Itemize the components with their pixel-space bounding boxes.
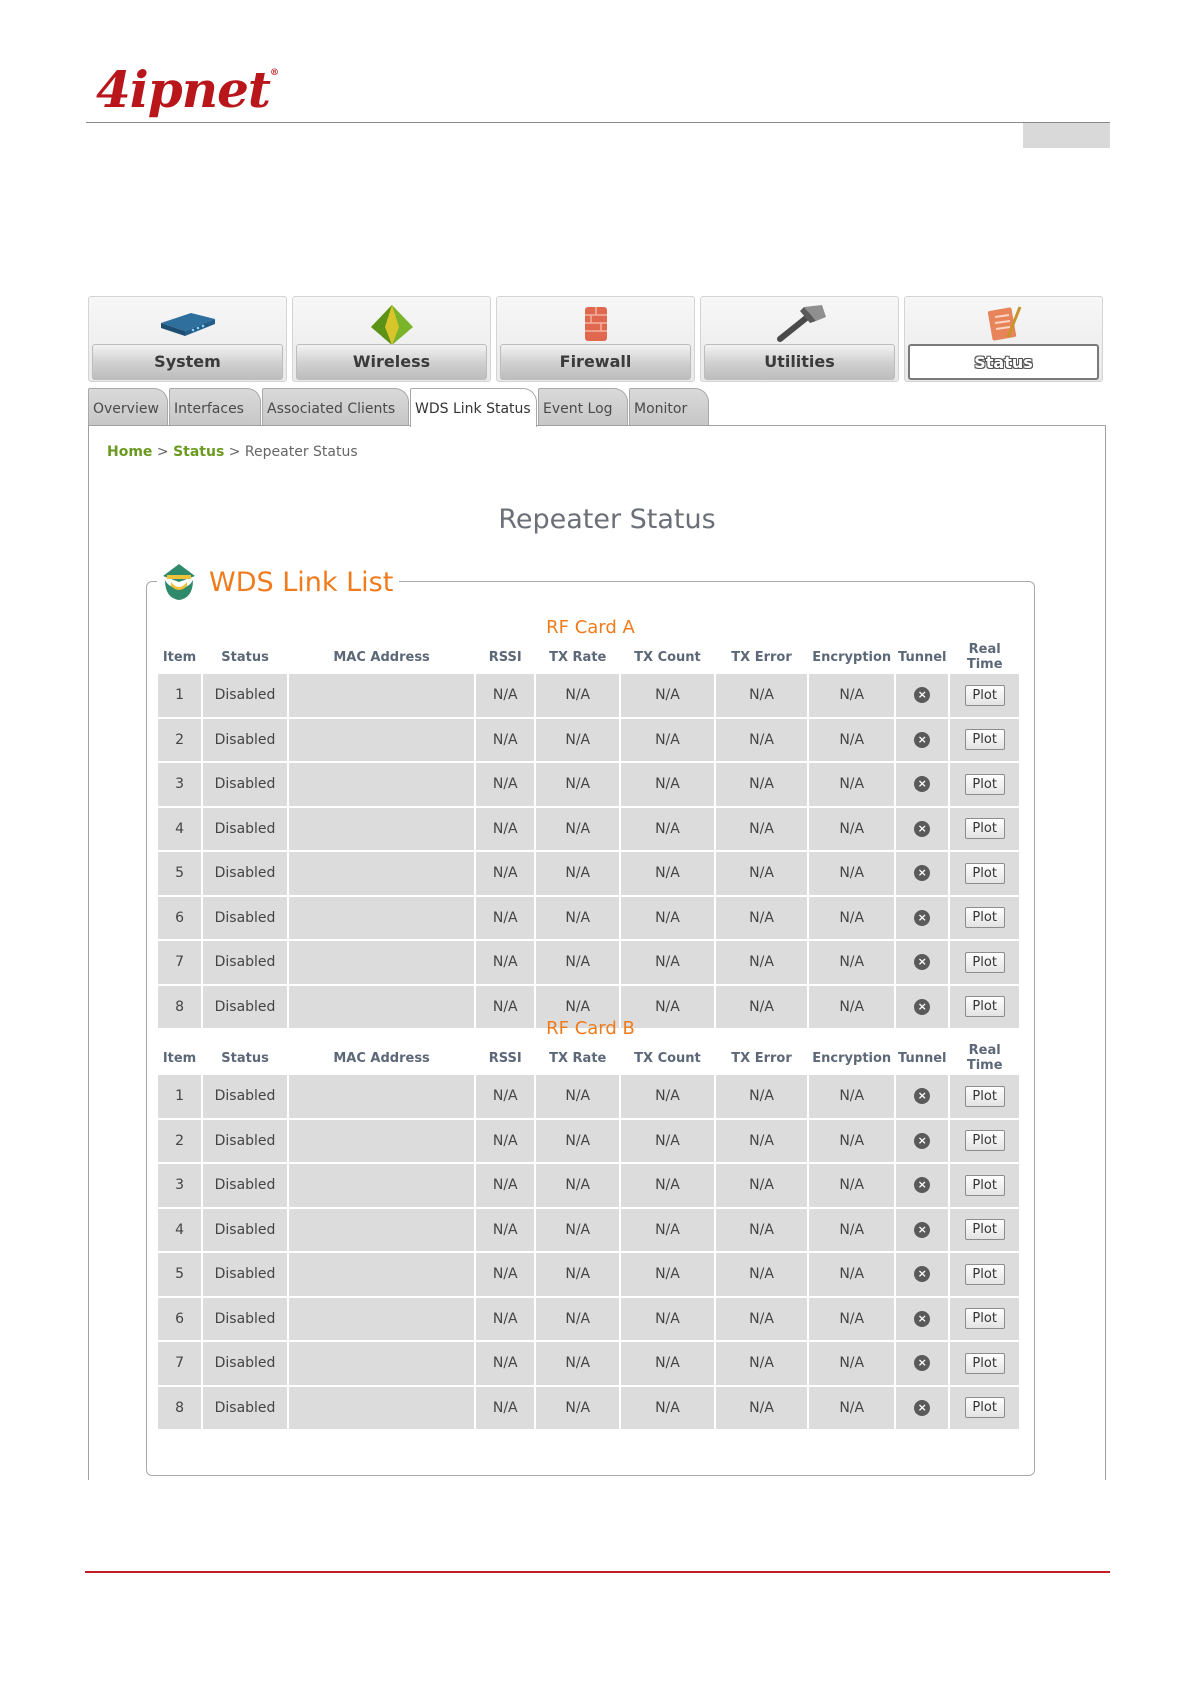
col-tunnel-cell (896, 1075, 948, 1118)
col-real-time-cell (950, 674, 1019, 717)
col-item-cell: 3 (158, 1164, 201, 1207)
col-encryption-cell: N/A (809, 897, 894, 940)
col-tx-rate-cell: N/A (536, 1298, 619, 1341)
col-tunnel-cell (896, 852, 948, 895)
nav-utilities-label: Utilities (704, 344, 895, 380)
col-tunnel-cell (896, 1387, 948, 1430)
status-icon (982, 303, 1026, 349)
col-tx-error-cell: N/A (716, 1209, 808, 1252)
nav-wireless-label: Wireless (296, 344, 487, 380)
nav-system-label: System (92, 344, 283, 380)
breadcrumb-separator: > (228, 444, 241, 460)
col-item-cell: 6 (158, 897, 201, 940)
tunnel-disabled-icon: × (914, 1222, 930, 1238)
tab-associated-clients[interactable]: Associated Clients (262, 388, 409, 426)
rf-card-a-title: RF Card A (546, 617, 635, 638)
plot-button[interactable]: Plot (965, 1308, 1005, 1329)
col-tx-rate-cell: N/A (536, 941, 619, 984)
col-tx-count-cell: N/A (621, 986, 714, 1029)
plot-button[interactable]: Plot (965, 1397, 1005, 1418)
col-rssi-cell: N/A (476, 1253, 534, 1296)
col-real-time-cell (950, 1387, 1019, 1430)
col-encryption-cell: N/A (809, 1164, 894, 1207)
col-rssi-cell: N/A (476, 1209, 534, 1252)
col-real-time-cell (950, 1253, 1019, 1296)
tunnel-disabled-icon: × (914, 821, 930, 837)
col-item-cell: 5 (158, 1253, 201, 1296)
col-tx-count-cell: N/A (621, 897, 714, 940)
col-tx-count-header: TX Count (634, 1050, 701, 1066)
col-mac-address-cell (289, 897, 474, 940)
table-row (158, 1342, 1019, 1385)
col-item-cell: 8 (158, 986, 201, 1029)
col-real-time-cell (950, 808, 1019, 851)
col-status-cell: Disabled (203, 1387, 287, 1430)
table-row (158, 1164, 1019, 1207)
col-tx-count-cell: N/A (621, 808, 714, 851)
tunnel-disabled-icon: × (914, 1266, 930, 1282)
col-tx-rate-cell: N/A (536, 1253, 619, 1296)
table-row (158, 719, 1019, 762)
col-tunnel-cell (896, 1164, 948, 1207)
tab-interfaces[interactable]: Interfaces (169, 388, 261, 426)
table-row (158, 1075, 1019, 1118)
col-mac-address-cell (289, 852, 474, 895)
col-rssi-cell: N/A (476, 1342, 534, 1385)
rf-card-b-title: RF Card B (546, 1018, 635, 1039)
col-tx-count-cell: N/A (621, 1209, 714, 1252)
col-status-cell: Disabled (203, 808, 287, 851)
col-tx-count-cell: N/A (621, 674, 714, 717)
col-tx-error-cell: N/A (716, 852, 808, 895)
col-rssi-cell: N/A (476, 852, 534, 895)
col-tx-error-cell: N/A (716, 763, 808, 806)
col-encryption-cell: N/A (809, 852, 894, 895)
col-encryption-cell: N/A (809, 1209, 894, 1252)
col-status-cell: Disabled (203, 1342, 287, 1385)
col-tx-error-cell: N/A (716, 941, 808, 984)
plot-button[interactable]: Plot (965, 1219, 1005, 1240)
table-row (158, 852, 1019, 895)
col-encryption-cell: N/A (809, 719, 894, 762)
col-tx-error-cell: N/A (716, 808, 808, 851)
col-real-time-header: Real Time (966, 1043, 1003, 1073)
section-title: WDS Link List (209, 566, 394, 598)
nav-utilities[interactable] (700, 296, 899, 382)
col-mac-address-cell (289, 1120, 474, 1163)
col-tx-error-cell: N/A (716, 1253, 808, 1296)
breadcrumb (107, 444, 358, 460)
col-mac-address-cell (289, 763, 474, 806)
col-mac-address-cell (289, 1387, 474, 1430)
page-title: Repeater Status (498, 504, 716, 535)
brand-registered-mark: ® (270, 68, 279, 78)
col-tx-rate-cell: N/A (536, 1387, 619, 1430)
col-status-header: Status (221, 649, 269, 665)
tunnel-disabled-icon: × (914, 1133, 930, 1149)
col-item-cell: 8 (158, 1387, 201, 1430)
plot-button[interactable]: Plot (965, 1264, 1005, 1285)
col-tx-error-cell: N/A (716, 719, 808, 762)
col-tunnel-cell (896, 674, 948, 717)
tunnel-disabled-icon: × (914, 1400, 930, 1416)
col-item-cell: 1 (158, 674, 201, 717)
col-tx-rate-cell: N/A (536, 1209, 619, 1252)
col-rssi-cell: N/A (476, 1075, 534, 1118)
nav-firewall-label: Firewall (500, 344, 691, 380)
col-item-cell: 2 (158, 1120, 201, 1163)
col-encryption-cell: N/A (809, 808, 894, 851)
col-tx-rate-cell: N/A (536, 674, 619, 717)
col-tx-count-cell: N/A (621, 1164, 714, 1207)
col-mac-address-cell (289, 674, 474, 717)
footer-divider (85, 1571, 1110, 1573)
col-mac-address-cell (289, 719, 474, 762)
tunnel-disabled-icon: × (914, 1311, 930, 1327)
col-tunnel-cell (896, 1342, 948, 1385)
col-rssi-cell: N/A (476, 1298, 534, 1341)
table-row (158, 1253, 1019, 1296)
tunnel-disabled-icon: × (914, 865, 930, 881)
col-tx-rate-cell: N/A (536, 1120, 619, 1163)
brand-logo (96, 60, 278, 119)
nav-system[interactable] (88, 296, 287, 382)
col-tunnel-cell (896, 1298, 948, 1341)
col-item-cell: 7 (158, 1342, 201, 1385)
col-rssi-cell: N/A (476, 897, 534, 940)
col-status-cell: Disabled (203, 1298, 287, 1341)
col-real-time-header: Real Time (966, 642, 1003, 672)
col-mac-address-cell (289, 1342, 474, 1385)
section-legend (157, 560, 399, 604)
col-rssi-cell: N/A (476, 1120, 534, 1163)
breadcrumb-home[interactable]: Home (107, 444, 153, 460)
col-rssi-cell: N/A (476, 763, 534, 806)
plot-button[interactable]: Plot (965, 1086, 1005, 1107)
plot-button[interactable]: Plot (965, 952, 1005, 973)
brand-name: 4ipnet (96, 60, 271, 119)
plot-button[interactable]: Plot (965, 1175, 1005, 1196)
col-status-cell: Disabled (203, 1209, 287, 1252)
col-tunnel-cell (896, 763, 948, 806)
col-tx-count-cell: N/A (621, 1253, 714, 1296)
col-real-time-cell (950, 1342, 1019, 1385)
col-tx-count-cell: N/A (621, 719, 714, 762)
col-item-cell: 1 (158, 1075, 201, 1118)
nav-wireless[interactable] (292, 296, 491, 382)
col-item-cell: 7 (158, 941, 201, 984)
col-mac-address-cell (289, 808, 474, 851)
col-tx-error-cell: N/A (716, 1120, 808, 1163)
col-encryption-header: Encryption (812, 649, 892, 665)
col-encryption-cell: N/A (809, 1120, 894, 1163)
col-rssi-header: RSSI (488, 649, 522, 665)
col-tunnel-cell (896, 1209, 948, 1252)
tab-overview[interactable]: Overview (88, 388, 168, 426)
col-status-cell: Disabled (203, 674, 287, 717)
col-mac-address-cell (289, 1164, 474, 1207)
col-tunnel-cell (896, 941, 948, 984)
col-tx-rate-cell: N/A (536, 808, 619, 851)
plot-button[interactable]: Plot (965, 1353, 1005, 1374)
col-tx-rate-cell: N/A (536, 719, 619, 762)
col-status-cell: Disabled (203, 719, 287, 762)
col-tunnel-cell (896, 1120, 948, 1163)
col-tx-error-cell: N/A (716, 1075, 808, 1118)
col-real-time-cell (950, 719, 1019, 762)
tab-event-log[interactable]: Event Log (538, 388, 628, 426)
header-tab-box (1023, 123, 1110, 148)
nav-status[interactable] (904, 296, 1103, 382)
plot-button[interactable]: Plot (965, 996, 1005, 1017)
rf-card-a-table (156, 640, 1021, 1030)
col-tx-error-cell: N/A (716, 1164, 808, 1207)
col-rssi-cell: N/A (476, 941, 534, 984)
tunnel-disabled-icon: × (914, 776, 930, 792)
tunnel-disabled-icon: × (914, 910, 930, 926)
col-tx-rate-cell: N/A (536, 1164, 619, 1207)
col-tx-rate-cell: N/A (536, 1075, 619, 1118)
col-status-cell: Disabled (203, 1164, 287, 1207)
col-status-cell: Disabled (203, 1253, 287, 1296)
nav-status-label: Status (908, 344, 1099, 380)
col-tx-count-cell: N/A (621, 1298, 714, 1341)
col-tx-count-cell: N/A (621, 852, 714, 895)
plot-button[interactable]: Plot (965, 1130, 1005, 1151)
table-row (158, 808, 1019, 851)
col-item-cell: 3 (158, 763, 201, 806)
tunnel-disabled-icon: × (914, 1177, 930, 1193)
col-tx-rate-cell: N/A (536, 1342, 619, 1385)
col-tx-error-cell: N/A (716, 1342, 808, 1385)
col-status-cell: Disabled (203, 852, 287, 895)
col-mac-address-cell (289, 1253, 474, 1296)
table-row (158, 897, 1019, 940)
hammer-icon (770, 303, 830, 349)
col-tunnel-header: Tunnel (898, 649, 947, 665)
col-tx-count-cell: N/A (621, 1120, 714, 1163)
col-encryption-cell: N/A (809, 763, 894, 806)
col-status-header: Status (221, 1050, 269, 1066)
col-encryption-cell: N/A (809, 986, 894, 1029)
col-tunnel-cell (896, 1253, 948, 1296)
col-item-cell: 4 (158, 1209, 201, 1252)
col-tx-error-cell: N/A (716, 986, 808, 1029)
col-tx-error-header: TX Error (731, 649, 792, 665)
col-tunnel-cell (896, 897, 948, 940)
col-status-cell: Disabled (203, 1120, 287, 1163)
col-encryption-header: Encryption (812, 1050, 892, 1066)
col-mac-address-cell (289, 1298, 474, 1341)
col-real-time-cell (950, 763, 1019, 806)
tunnel-disabled-icon: × (914, 732, 930, 748)
tab-monitor[interactable]: Monitor (629, 388, 709, 426)
col-tunnel-cell (896, 808, 948, 851)
col-encryption-cell: N/A (809, 1387, 894, 1430)
col-tx-error-cell: N/A (716, 897, 808, 940)
tunnel-disabled-icon: × (914, 954, 930, 970)
col-tx-count-cell: N/A (621, 1387, 714, 1430)
table-header-row (158, 642, 1019, 672)
col-tx-error-cell: N/A (716, 1387, 808, 1430)
col-tunnel-cell (896, 719, 948, 762)
tunnel-disabled-icon: × (914, 1355, 930, 1371)
col-encryption-cell: N/A (809, 941, 894, 984)
col-mac-address-cell (289, 941, 474, 984)
col-tx-count-cell: N/A (621, 1342, 714, 1385)
col-real-time-cell (950, 897, 1019, 940)
col-encryption-cell: N/A (809, 1298, 894, 1341)
plot-button[interactable]: Plot (965, 818, 1005, 839)
col-rssi-cell: N/A (476, 1164, 534, 1207)
col-tx-count-cell: N/A (621, 763, 714, 806)
tunnel-disabled-icon: × (914, 687, 930, 703)
col-rssi-cell: N/A (476, 1387, 534, 1430)
plot-button[interactable]: Plot (965, 907, 1005, 928)
plot-button[interactable]: Plot (965, 863, 1005, 884)
col-status-cell: Disabled (203, 763, 287, 806)
col-tx-count-cell: N/A (621, 1075, 714, 1118)
col-mac-address-header: MAC Address (333, 649, 430, 665)
col-status-cell: Disabled (203, 897, 287, 940)
col-status-cell: Disabled (203, 1075, 287, 1118)
tunnel-disabled-icon: × (914, 999, 930, 1015)
col-real-time-cell (950, 1164, 1019, 1207)
col-encryption-cell: N/A (809, 1253, 894, 1296)
tunnel-disabled-icon: × (914, 1088, 930, 1104)
col-mac-address-header: MAC Address (333, 1050, 430, 1066)
table-row (158, 1209, 1019, 1252)
table-row (158, 674, 1019, 717)
col-rssi-cell: N/A (476, 808, 534, 851)
col-rssi-cell: N/A (476, 674, 534, 717)
col-tunnel-header: Tunnel (898, 1050, 947, 1066)
plot-button[interactable]: Plot (965, 729, 1005, 750)
col-tx-rate-header: TX Rate (549, 649, 607, 665)
col-tx-rate-cell: N/A (536, 897, 619, 940)
col-tx-error-header: TX Error (731, 1050, 792, 1066)
breadcrumb-current: Repeater Status (244, 444, 358, 460)
col-status-cell: Disabled (203, 941, 287, 984)
col-rssi-cell: N/A (476, 719, 534, 762)
header-divider (86, 122, 1110, 123)
col-item-cell: 5 (158, 852, 201, 895)
col-tx-error-cell: N/A (716, 1298, 808, 1341)
col-real-time-cell (950, 852, 1019, 895)
col-encryption-cell: N/A (809, 1075, 894, 1118)
col-tx-rate-cell: N/A (536, 763, 619, 806)
wds-link-list-section (146, 566, 1035, 1476)
col-real-time-cell (950, 1298, 1019, 1341)
col-real-time-cell (950, 1209, 1019, 1252)
col-tx-rate-cell: N/A (536, 852, 619, 895)
col-item-header: Item (162, 649, 197, 665)
tab-wds-link-status[interactable]: WDS Link Status (410, 388, 537, 427)
router-icon (157, 303, 219, 347)
col-tx-rate-header: TX Rate (549, 1050, 607, 1066)
table-row (158, 1387, 1019, 1430)
plot-button[interactable]: Plot (965, 774, 1005, 795)
content-panel (88, 425, 1106, 1480)
table-row (158, 1298, 1019, 1341)
col-encryption-cell: N/A (809, 674, 894, 717)
wds-link-icon (161, 562, 197, 602)
table-row (158, 1120, 1019, 1163)
col-real-time-cell (950, 1075, 1019, 1118)
rf-card-b-table (156, 1041, 1021, 1431)
col-status-cell: Disabled (203, 986, 287, 1029)
breadcrumb-status[interactable]: Status (173, 444, 225, 460)
col-tx-error-cell: N/A (716, 674, 808, 717)
col-rssi-cell: N/A (476, 986, 534, 1029)
col-item-cell: 4 (158, 808, 201, 851)
col-rssi-header: RSSI (488, 1050, 522, 1066)
col-tx-rate-cell: N/A (536, 986, 619, 1029)
col-item-header: Item (162, 1050, 197, 1066)
breadcrumb-separator: > (156, 444, 169, 460)
table-row (158, 941, 1019, 984)
col-tx-count-cell: N/A (621, 941, 714, 984)
table-header-row (158, 1043, 1019, 1073)
firewall-icon (581, 303, 611, 349)
table-row (158, 763, 1019, 806)
col-real-time-cell (950, 941, 1019, 984)
col-item-cell: 6 (158, 1298, 201, 1341)
col-mac-address-cell (289, 1209, 474, 1252)
main-nav (88, 296, 1100, 382)
col-real-time-cell (950, 1120, 1019, 1163)
col-encryption-cell: N/A (809, 1342, 894, 1385)
nav-firewall[interactable] (496, 296, 695, 382)
col-tx-count-header: TX Count (634, 649, 701, 665)
plot-button[interactable]: Plot (965, 685, 1005, 706)
col-mac-address-cell (289, 1075, 474, 1118)
col-item-cell: 2 (158, 719, 201, 762)
